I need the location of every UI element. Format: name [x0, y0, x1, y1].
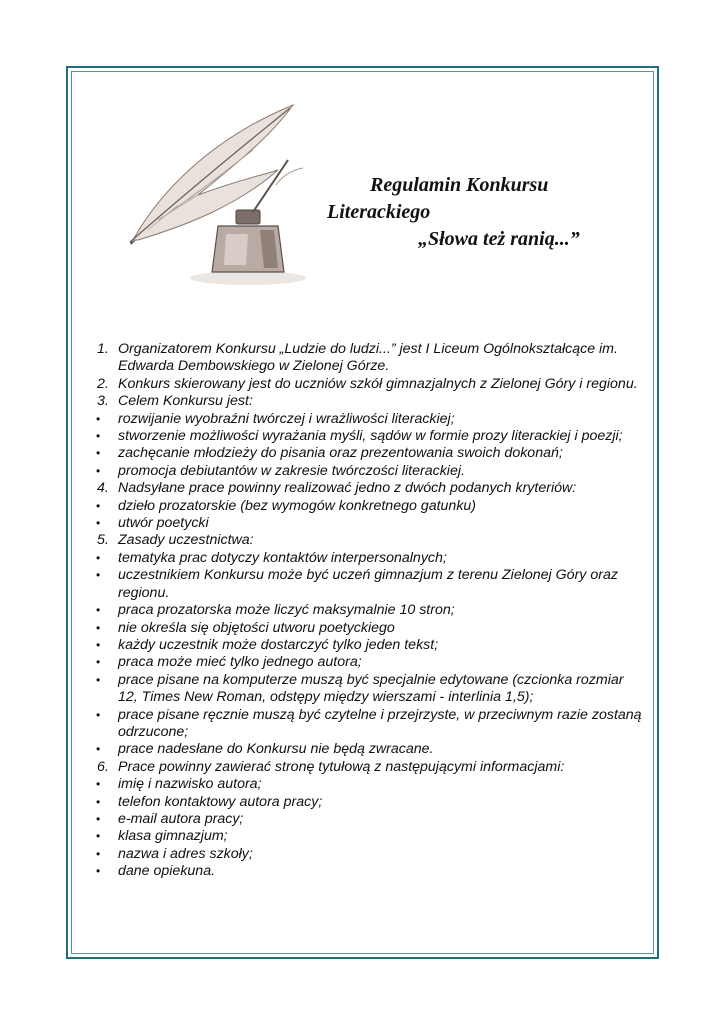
list-item-text: prace pisane ręcznie muszą być czytelne i przejrzyste, w przeciwnym razie zostaną odrzucone;	[118, 706, 642, 740]
list-item	[94, 376, 642, 393]
list-item-text: stworzenie możliwości wyrażania myśli, sądów w formie prozy literackiej i poezji;	[118, 428, 623, 445]
list-item-text: Organizatorem Konkursu „Ludzie do ludzi...” jest I Liceum Ogólnokształcące im. Edwarda Dembowskiego w Zielonej Górze.	[118, 341, 618, 375]
bullet-icon: •	[96, 411, 101, 426]
bullet-icon: •	[96, 446, 101, 461]
list-item-text: dane opiekuna.	[118, 863, 216, 880]
list-item	[94, 759, 642, 776]
list-number: 5.	[97, 532, 109, 549]
list-item	[94, 863, 642, 880]
bullet-icon: •	[96, 637, 101, 652]
list-item	[94, 480, 642, 497]
title-line-1: Regulamin Konkursu	[370, 174, 549, 196]
list-item	[94, 411, 642, 428]
list-item-text: Celem Konkursu jest:	[118, 393, 253, 410]
title-line-3: „Słowa też ranią...”	[418, 228, 580, 250]
list-item	[94, 707, 642, 742]
bullet-icon: •	[96, 568, 101, 583]
list-item-text: dzieło prozatorskie (bez wymogów konkretnego gatunku)	[118, 497, 477, 514]
list-item	[94, 794, 642, 811]
list-number: 2.	[97, 375, 109, 392]
bullet-icon: •	[96, 463, 101, 478]
quill-and-inkwell-icon	[78, 100, 308, 285]
bullet-icon: •	[96, 846, 101, 861]
bullet-icon: •	[96, 516, 101, 531]
list-item	[94, 515, 642, 532]
list-item	[94, 741, 642, 758]
bullet-icon: •	[96, 655, 101, 670]
list-item-text: utwór poetycki	[118, 515, 209, 532]
list-item-text: tematyka prac dotyczy kontaktów interpersonalnych;	[118, 549, 447, 566]
list-item-text: zachęcanie młodzieży do pisania oraz prezentowania swoich dokonań;	[118, 445, 563, 462]
list-item	[94, 445, 642, 462]
bullet-icon: •	[96, 811, 101, 826]
bullet-icon: •	[96, 620, 101, 635]
list-item-text: telefon kontaktowy autora pracy;	[118, 793, 323, 810]
list-item-text: prace nadesłane do Konkursu nie będą zwracane.	[118, 741, 434, 758]
list-item-text: uczestnikiem Konkursu może być uczeń gimnazjum z terenu Zielonej Góry oraz regionu.	[118, 567, 618, 601]
bullet-icon: •	[96, 429, 101, 444]
list-item	[94, 828, 642, 845]
list-item-text: praca może mieć tylko jednego autora;	[118, 654, 362, 671]
list-item-text: każdy uczestnik może dostarczyć tylko jeden tekst;	[118, 636, 439, 653]
list-item	[94, 846, 642, 863]
list-item-text: Nadsyłane prace powinny realizować jedno z dwóch podanych kryteriów:	[118, 480, 577, 497]
list-item	[94, 602, 642, 619]
list-item-text: imię i nazwisko autora;	[118, 776, 262, 793]
list-number: 4.	[97, 480, 109, 497]
list-item-text: klasa gimnazjum;	[118, 828, 228, 845]
document-title	[300, 172, 630, 253]
list-item	[94, 637, 642, 654]
list-item-text: Konkurs skierowany jest do uczniów szkół gimnazjalnych z Zielonej Góry i regionu.	[118, 375, 638, 392]
list-item-text: Prace powinny zawierać stronę tytułową z następującymi informacjami:	[118, 758, 565, 775]
bullet-icon: •	[96, 829, 101, 844]
bullet-icon: •	[96, 794, 101, 809]
bullet-icon: •	[96, 603, 101, 618]
list-item-text: praca prozatorska może liczyć maksymalnie 10 stron;	[118, 602, 455, 619]
list-item	[94, 811, 642, 828]
list-item-text: e-mail autora pracy;	[118, 810, 244, 827]
list-item	[94, 463, 642, 480]
list-item	[94, 393, 642, 410]
list-item	[94, 620, 642, 637]
list-number: 1.	[97, 341, 109, 357]
rules-list	[94, 341, 642, 881]
list-item-text: rozwijanie wyobraźni twórczej i wrażliwości literackiej;	[118, 410, 455, 427]
bullet-icon: •	[96, 777, 101, 792]
list-item-text: nazwa i adres szkoły;	[118, 845, 253, 862]
list-item-text: promocja debiutantów w zakresie twórczości literackiej.	[118, 462, 465, 479]
list-item	[94, 776, 642, 793]
list-item	[94, 428, 642, 445]
list-item	[94, 341, 642, 376]
bullet-icon: •	[96, 742, 101, 757]
list-item	[94, 654, 642, 671]
list-item	[94, 567, 642, 602]
title-line-2: Literackiego	[327, 201, 431, 223]
bullet-icon: •	[96, 707, 101, 722]
list-item	[94, 672, 642, 707]
list-item-text: prace pisane na komputerze muszą być specjalnie edytowane (czcionka rozmiar 12, Times New Roman, odstępy między wierszami - interlinia 1,5);	[118, 671, 624, 706]
bullet-icon: •	[96, 550, 101, 565]
bullet-icon: •	[96, 864, 101, 879]
bullet-icon: •	[96, 498, 101, 513]
list-item	[94, 498, 642, 515]
list-item-text: nie określa się objętości utworu poetyckiego	[118, 619, 395, 636]
list-number: 6.	[97, 758, 109, 775]
bullet-icon: •	[96, 672, 101, 687]
list-item	[94, 532, 642, 549]
list-number: 3.	[97, 393, 109, 410]
list-item-text: Zasady uczestnictwa:	[118, 532, 254, 549]
list-item	[94, 550, 642, 567]
